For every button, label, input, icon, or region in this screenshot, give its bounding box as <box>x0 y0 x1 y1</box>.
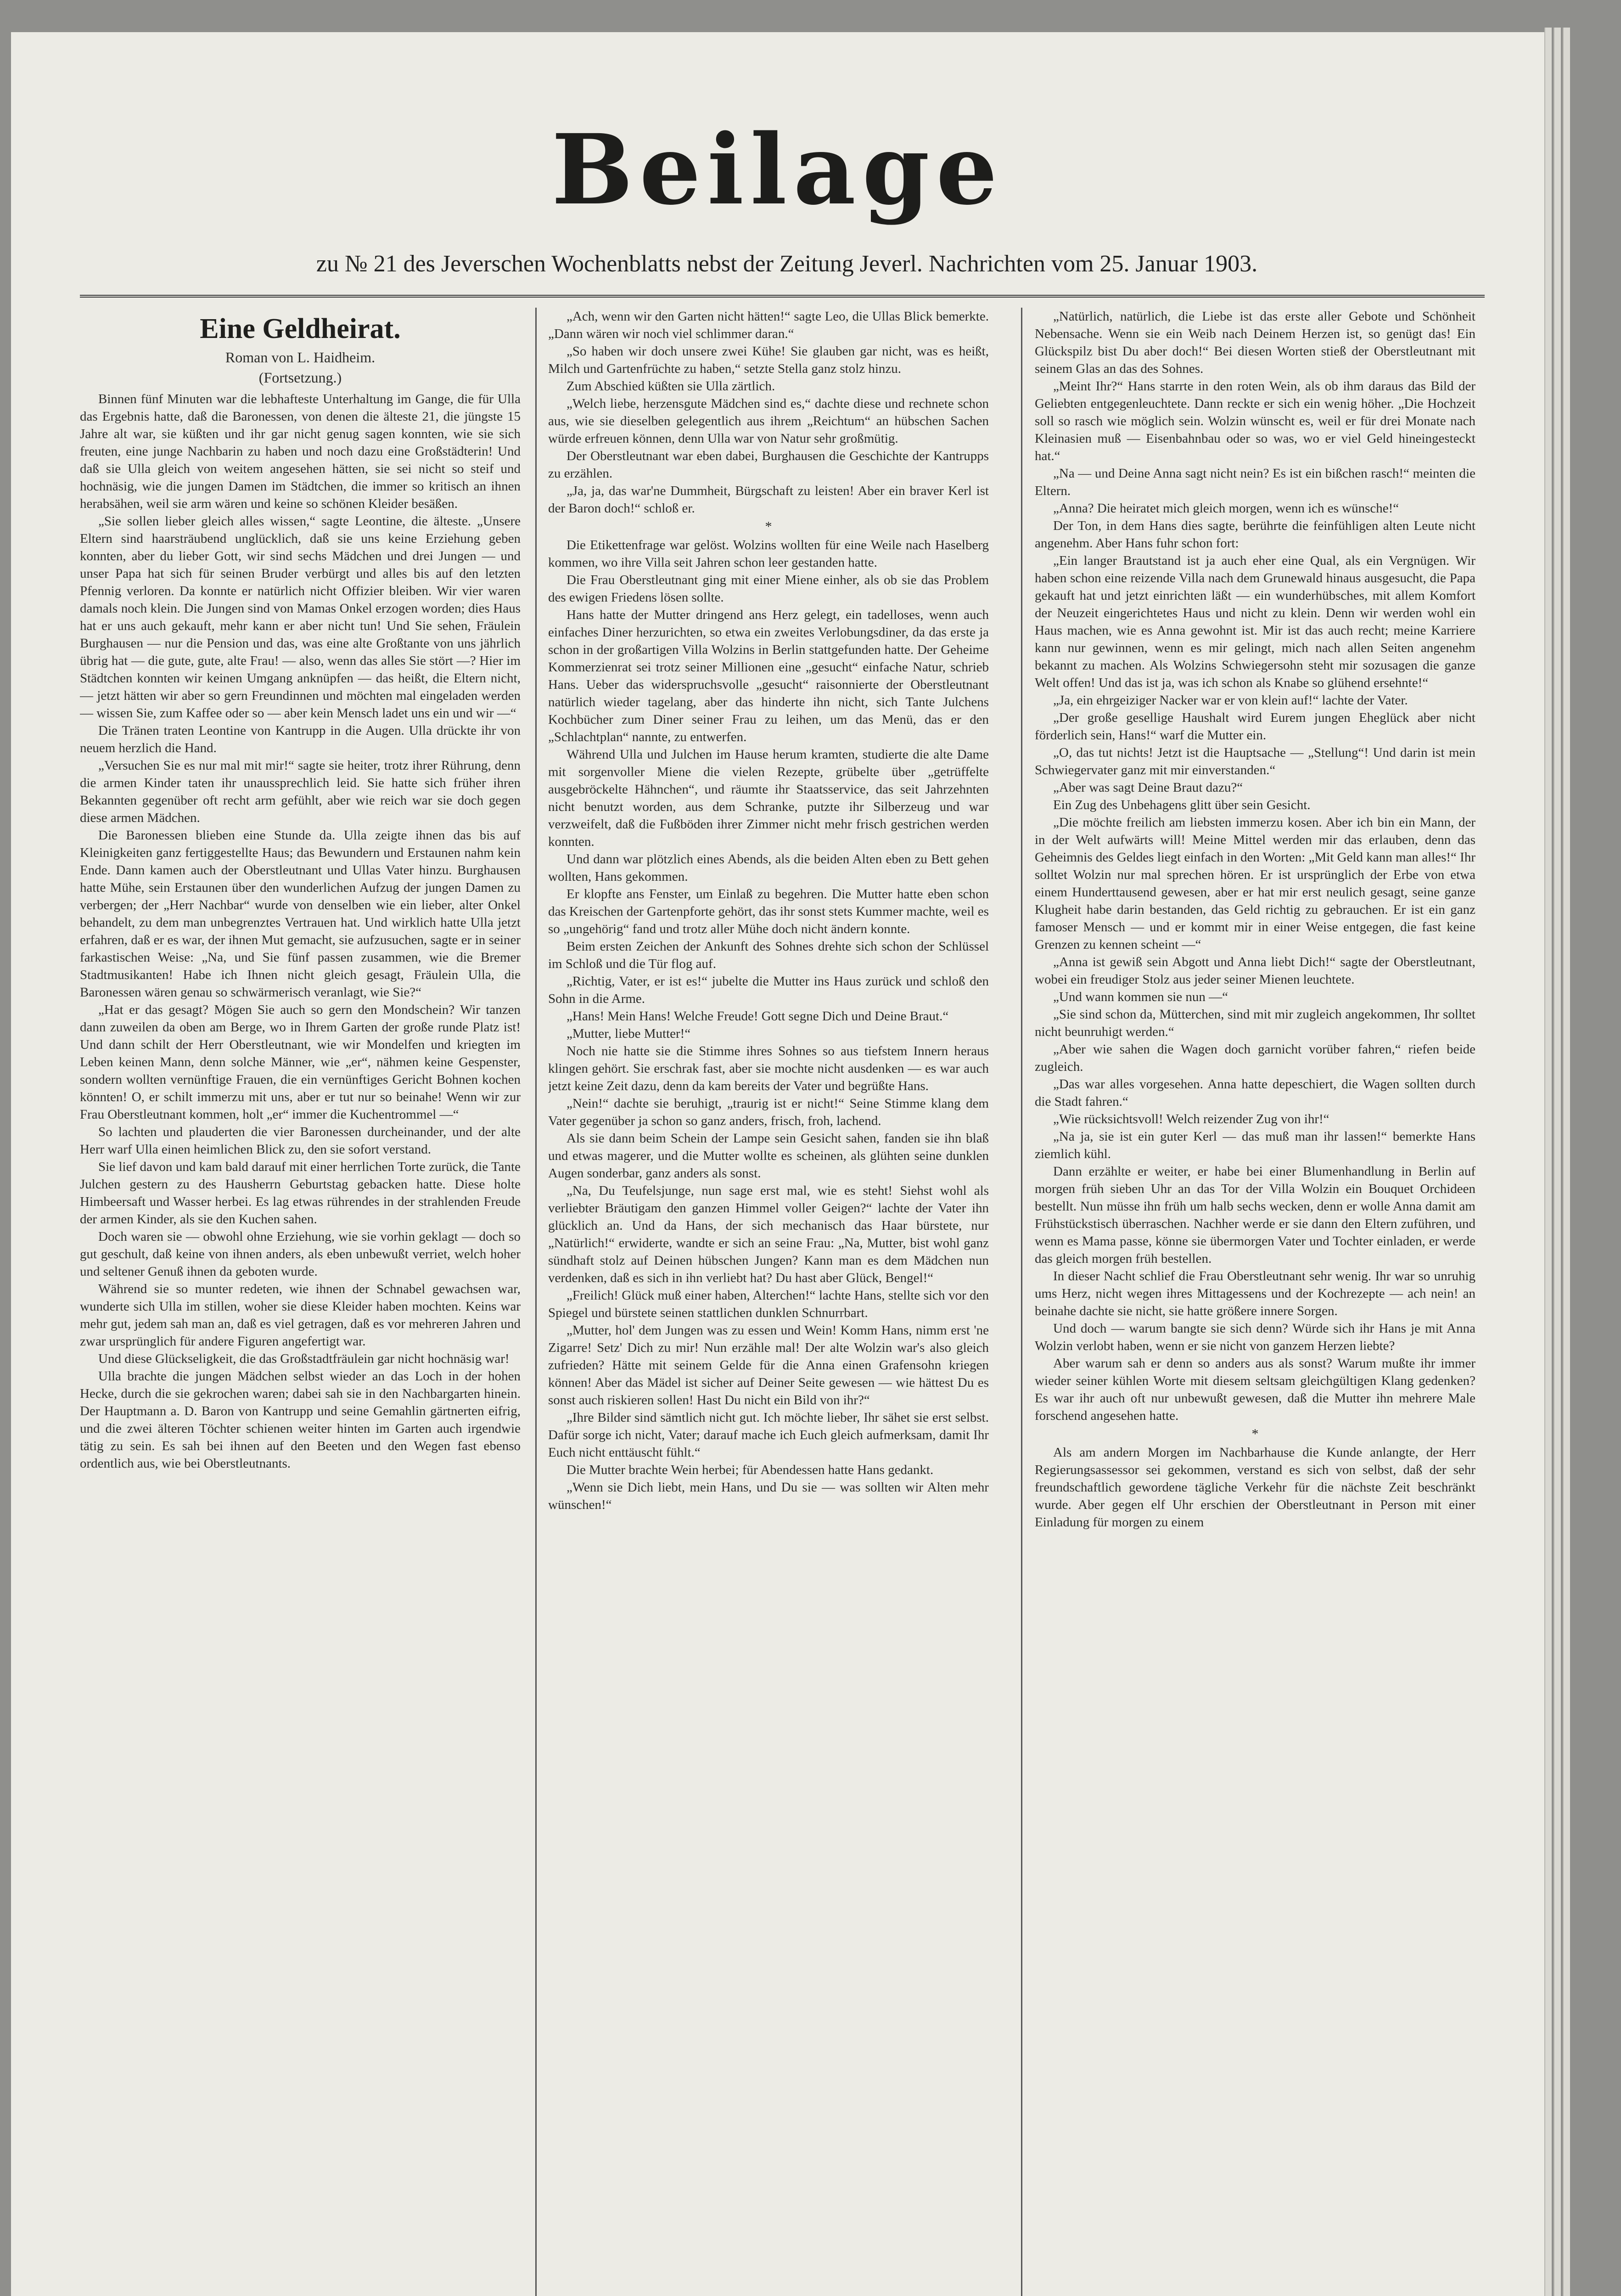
article-paragraph: „Wie rücksichtsvoll! Welch reizender Zug von ihr!“ <box>1053 1112 1329 1126</box>
article-paragraph: Der Ton, in dem Hans dies sagte, berührte die feinfühligen alten Leute nicht angenehm. Aber Hans fuhr schon fort: <box>1035 518 1475 551</box>
article-paragraph: „Hat er das gesagt? Mögen Sie auch so gern den Mondschein? Wir tanzen dann zuweilen da oben am Berge, wo in Ihrem Garten der große runde Platz ist! Und dann schilt der Herr Oberstleutnant, wie wir Mondelfen und kriegten im Leben keinen Mann, denn solche Männer, wie „er“, nähmen keine Gespenster, sondern wollten vernünftige Frauen, die ein vernünftiges Gericht Bohnen kochen könnten! O, er schilt immerzu mit uns, aber er tut nur so beinahe! Wenn wir zur Frau Oberstleutnant kommen, holt „er“ immer die Kuchentrommel —“ <box>80 1002 521 1122</box>
article-paragraph: „Wenn sie Dich liebt, mein Hans, und Du sie — was sollten wir Alten mehr wünschen!“ <box>548 1480 989 1512</box>
article-paragraph: Die Mutter brachte Wein herbei; für Abendessen hatte Hans gedankt. <box>567 1463 934 1477</box>
article-paragraph: „Nein!“ dachte sie beruhigt, „traurig ist er nicht!“ Seine Stimme klang dem Vater gegenüber ja schon so ganz anders, frisch, froh, lachend. <box>548 1096 989 1128</box>
article-paragraph: Hans hatte der Mutter dringend ans Herz gelegt, ein tadelloses, wenn auch einfaches Diner herzurichten, so etwa ein zweites Verlobungsdiner, da das erste ja schon in der großartigen Villa Wolzins in Berlin stattgefunden hatte. Der Geheime Kommerzienrat sei trotz seiner Millionen eine „gesucht“ einfache Natur, schrieb Hans. Ueber das widerspruchsvolle „gesucht“ raisonnierte der Oberstleutnant natürlich wieder tagelang, aber das hinderte ihn nicht, sich Tante Julchens Kochbücher zum Diner seiner Frau zu leihen, um das Menü, das er den „Schlachtplan“ nannte, zu entwerfen. <box>548 608 989 744</box>
article-paragraph: Aber warum sah er denn so anders aus als sonst? Warum mußte ihr immer wieder seiner kühlen Worte mit diesem seltsam gleichgültigen Klang gedenken? Es war ihr auch oft nur unbewußt gewesen, daß die Mutter ihn mehrere Male forschend angesehen hatte. <box>1035 1356 1475 1423</box>
masthead-title: Beilage <box>551 113 1004 226</box>
article-paragraph: „Und wann kommen sie nun —“ <box>1053 990 1228 1004</box>
header-rule <box>80 295 1485 298</box>
column-3 <box>1035 308 1475 2296</box>
article-paragraph: „Meint Ihr?“ Hans starrte in den roten Wein, als ob ihm daraus das Bild der Geliebten entgegenleuchtete. Dann reckte er sich ein wenig höher. „Die Hochzeit soll so rasch wie möglich sein. Wolzin wünscht es, weil er für drei Monate nach Kleinasien muß — Eisenbahnbau oder so was, wo er viel Geld hineingesteckt hat.“ <box>1035 379 1475 463</box>
article-paragraph: „Freilich! Glück muß einer haben, Alterchen!“ lachte Hans, stellte sich vor den Spiegel und bürstete seinen stattlichen dunklen Schnurrbart. <box>548 1288 989 1320</box>
column-1-body <box>80 390 521 1472</box>
article-paragraph: Ulla brachte die jungen Mädchen selbst wieder an das Loch in der hohen Hecke, durch die sie gekrochen waren; dabei sah sie in den Nachbargarten hinein. Der Hauptmann a. D. Baron von Kantrupp und seine Gemahlin gärtnerten eifrig, und die zwei älteren Töchter schienen weiter hinten im Garten auch irgendwie tätig zu sein. Es sah bei ihnen auf den Beeten und den Wegen fast ebenso ordentlich aus, wie bei Oberstleutnants. <box>80 1369 521 1471</box>
article-paragraph: „Richtig, Vater, er ist es!“ jubelte die Mutter ins Haus zurück und schloß den Sohn in die Arme. <box>548 974 989 1006</box>
article-continuation: (Fortsetzung.) <box>258 369 342 386</box>
article-paragraph: Dann erzählte er weiter, er habe bei einer Blumenhandlung in Berlin auf morgen früh sieben Uhr an das Tor der Villa Wolzin ein Bouquet Orchideen bestellt. Nun müsse ihn früh um halb sechs wecken, denn er wolle Anna damit am Frühstückstisch überraschen. Nachher werde er sie dann den Eltern zuführen, und wenn es Mama passe, könne sie übermorgen Vater und Tochter einladen, er werde das gleich morgen früh bestellen. <box>1035 1164 1475 1266</box>
column-2 <box>548 308 989 2296</box>
column-divider <box>1021 308 1022 2296</box>
article-paragraph: Die Baronessen blieben eine Stunde da. Ulla zeigte ihnen das bis auf Kleinigkeiten ganz fertiggestellte Haus; das Bewundern und Erstaunen nahm kein Ende. Dann kamen auch der Oberstleutnant und Ullas Vater hinzu. Burghausen hatte Mühe, sein Erstaunen über den wunderlichen Aufzug der jungen Damen zu verbergen; der „Herr Nachbar“ wurde von denselben wie ein lieber, alter Onkel behandelt, zu dem man unbegrenztes Vertrauen hat. Und wirklich hatte Ulla jetzt erfahren, daß er es war, der ihnen Mut gemacht, sie aufzusuchen, sagte er in seiner farkastischen Weise: „Na, und Sie fünf passen zusammen, wie die Bremer Stadtmusikanten! Habe ich Ihnen nicht gleich gesagt, Fräulein Ulla, die Baronessen wären genau so schwärmerisch veranlagt, wie Sie?“ <box>80 828 521 1000</box>
article-paragraph: „Anna? Die heiratet mich gleich morgen, wenn ich es wünsche!“ <box>1053 501 1399 516</box>
page-edge <box>1554 28 1561 2296</box>
article-paragraph: „Versuchen Sie es nur mal mit mir!“ sagte sie heiter, trotz ihrer Rührung, denn die armen Kinder taten ihr unaussprechlich leid. Sie hatte sich früher ihren Bekannten gegenüber oft recht arm gefühlt, aber wie reich war sie doch gegen diese armen Mädchen. <box>80 758 521 825</box>
article-paragraph: Und dann war plötzlich eines Abends, als die beiden Alten eben zu Bett gehen wollten, Hans gekommen. <box>548 852 989 884</box>
article-paragraph: „So haben wir doch unsere zwei Kühe! Sie glauben gar nicht, was es heißt, Milch und Gartenfrüchte zu haben,“ setzte Stella ganz stolz hinzu. <box>548 344 989 376</box>
article-paragraph: Der Oberstleutnant war eben dabei, Burghausen die Geschichte der Kantrupps zu erzählen. <box>548 449 989 481</box>
article-paragraph: Und doch — warum bangte sie sich denn? Würde sich ihr Hans je mit Anna Wolzin verlobt haben, wenn er sie nicht von ganzem Herzen liebte? <box>1035 1321 1475 1353</box>
article-paragraph: Sie lief davon und kam bald darauf mit einer herrlichen Torte zurück, die Tante Julchen gestern zu des Hausherrn Geburtstag gebacken hatte. Diese holte Himbeersaft und Wasser herbei. Es lag etwas rührendes in der strahlenden Freude der armen Kinder, als sie den Kuchen sahen. <box>80 1159 521 1227</box>
issue-subline: zu № 21 des Jeverschen Wochenblatts nebst der Zeitung Jeverl. Nachrichten vom 25. Januar 1903. <box>316 251 1258 277</box>
article-paragraph: „Aber wie sahen die Wagen doch garnicht vorüber fahren,“ riefen beide zugleich. <box>1035 1042 1475 1074</box>
article-paragraph: „Das war alles vorgesehen. Anna hatte depeschiert, die Wagen sollten durch die Stadt fahren.“ <box>1035 1077 1475 1109</box>
article-paragraph: Als am andern Morgen im Nachbarhause die Kunde anlangte, der Herr Regierungsassessor sei gekommen, verstand es sich von selbst, daß der sehr freundschaftlich gewordene tägliche Verkehr für die nächste Zeit beschränkt wurde. Aber gegen elf Uhr erschien der Oberstleutnant in Person mit einer Einladung für morgen zu einem <box>1035 1445 1475 1530</box>
column-2-body <box>548 308 989 1514</box>
article-paragraph: Zum Abschied küßten sie Ulla zärtlich. <box>567 379 775 394</box>
article-paragraph: Doch waren sie — obwohl ohne Erziehung, wie sie vorhin geklagt — doch so gut geschult, daß keine von ihnen anders, als eben unbewußt verriet, welch hoher und seltener Genuß ihnen da geboten wurde. <box>80 1229 521 1279</box>
article-paragraph: Noch nie hatte sie die Stimme ihres Sohnes so aus tiefstem Innern heraus klingen gehört. Sie erschrak fast, aber sie mochte nicht ausdenken — es war auch jetzt keine Zeit dazu, denn da kam bereits der Vater und begrüßte Hans. <box>548 1044 989 1093</box>
page-edge <box>1563 28 1570 2296</box>
article-paragraph: „Sie sind schon da, Mütterchen, sind mit mir zugleich angekommen, Ihr solltet nicht beunruhigt werden.“ <box>1035 1007 1475 1039</box>
article-paragraph: „Anna ist gewiß sein Abgott und Anna liebt Dich!“ sagte der Oberstleutnant, wobei ein freudiger Stolz aus jeder seiner Mienen leuchtete. <box>1035 955 1475 987</box>
article-paragraph: Während sie so munter redeten, wie ihnen der Schnabel gewachsen war, wunderte sich Ulla im stillen, woher sie diese Kleider haben mochten. Keins war mehr gut, jedem sah man an, daß es viel getragen, daß es vor mehreren Jahren und zwar ursprünglich für andere Figuren angefertigt war. <box>80 1282 521 1349</box>
article-columns <box>80 308 1485 2296</box>
article-paragraph: „O, das tut nichts! Jetzt ist die Hauptsache — „Stellung“! Und darin ist mein Schwiegervater ganz mit mir einverstanden.“ <box>1035 745 1475 777</box>
article-paragraph: „Mutter, hol' dem Jungen was zu essen und Wein! Komm Hans, nimm erst 'ne Zigarre! Setz' Dich zu mir! Nun erzähle mal! Der alte Wolzin war's also gleich zufrieden? Hätte mit seinem Gelde für die Anna einen Grafensohn kriegen können! Aber das Mädel ist sicher auf Deiner Seite gewesen — wie hättest Du es sonst auch riskieren sollen! Hast Du nicht ein Bild von ihr?“ <box>548 1323 989 1407</box>
article-paragraph: Beim ersten Zeichen der Ankunft des Sohnes drehte sich schon der Schlüssel im Schloß und die Tür flog auf. <box>548 939 989 971</box>
article-paragraph: Die Frau Oberstleutnant ging mit einer Miene einher, als ob sie das Problem des ewigen Friedens lösen sollte. <box>548 573 989 605</box>
section-separator: * <box>765 519 772 534</box>
column-1 <box>80 308 521 2296</box>
article-paragraph: Die Tränen traten Leontine von Kantrupp in die Augen. Ulla drückte ihr von neuem herzlich die Hand. <box>80 723 521 755</box>
article-paragraph: „Mutter, liebe Mutter!“ <box>567 1026 691 1041</box>
article-paragraph: „Sie sollen lieber gleich alles wissen,“ sagte Leontine, die älteste. „Unsere Eltern sind haarsträubend unglücklich, daß sie uns keine Erziehung geben konnten, aber du lieber Gott, wir sind sechs Mädchen und drei Jungen — und unser Papa hat sich für seinen Bruder verbürgt und alles bis auf den letzten Pfennig verloren. Da konnte er natürlich nicht Offizier bleiben. Wir vier waren damals noch klein. Die Jungen sind von Mamas Onkel erzogen worden; dies Haus hat er uns auch gekauft, mehr kann er aber nicht tun! Und Sie sehen, Fräulein Burghausen — nur die Pension und das, was eine alte Großtante von uns jährlich übrig hat — die gute, gute, alte Frau! — also, wenn das alles Sie stört —? Hier im Städtchen konnten wir keinen Umgang anknüpfen — das heißt, die Eltern nicht, — jetzt hätten wir aber so gern Freundinnen und möchten mal eingeladen werden — wissen Sie, zum Kaffee oder so — aber kein Mensch ladet uns ein und wir —“ <box>80 514 521 720</box>
page-edge <box>1544 28 1552 2296</box>
article-paragraph: Die Etikettenfrage war gelöst. Wolzins wollten für eine Weile nach Haselberg kommen, wo ihre Villa seit Jahren schon leer gestanden hatte. <box>548 538 989 570</box>
article-paragraph: „Na ja, sie ist ein guter Kerl — das muß man ihr lassen!“ bemerkte Hans ziemlich kühl. <box>1035 1129 1475 1161</box>
newspaper-page <box>11 32 1544 2296</box>
article-paragraph: „Ja, ja, das war'ne Dummheit, Bürgschaft zu leisten! Aber ein braver Kerl ist der Baron doch!“ schloß er. <box>548 484 989 516</box>
article-paragraph: Als sie dann beim Schein der Lampe sein Gesicht sahen, fanden sie ihn blaß und etwas magerer, und die Mutter wollte es scheinen, als glühten seine dunklen Augen sonderbar, ganz anders als sonst. <box>548 1131 989 1181</box>
article-paragraph: „Hans! Mein Hans! Welche Freude! Gott segne Dich und Deine Braut.“ <box>567 1009 949 1024</box>
article-paragraph: „Ein langer Brautstand ist ja auch eher eine Qual, als ein Vergnügen. Wir haben schon eine reizende Villa nach dem Grunewald hinaus ausgesucht, die Papa gekauft hat und jetzt einrichten läßt — ein wunderhübsches, mit allem Komfort der Neuzeit eingerichtetes Haus und nicht zu klein. Denn wir werden wohl ein Haus machen, wie es Anna gewohnt ist. Mir ist das auch recht; meine Karriere kann nur gewinnen, wenn es mir gelingt, mich nach allen Seiten angenehm bekannt zu machen. Als Wolzins Schwiegersohn steht mir sozusagen die ganze Welt offen! Und das ist ja, was ich schon als Knabe so glühend ersehnte!“ <box>1035 553 1475 690</box>
article-paragraph: Ein Zug des Unbehagens glitt über sein Gesicht. <box>1053 798 1311 812</box>
article-paragraph: „Die möchte freilich am liebsten immerzu kosen. Aber ich bin ein Mann, der in der Welt aufwärts will! Meine Mittel werden mir das erlauben, denn das Geheimnis des Geldes liegt einfach in den Worten: „Mit Geld kann man alles!“ Ihr solltet Wolzin nur mal sprechen hören. Er ist ursprünglich der Erbe von etwa einem Hunderttausend gewesen, aber er hat mir erst neulich gesagt, seine ganze Klugheit habe darin bestanden, das Geld richtig zu gebrauchen. Er ist ein ganz famoser Mensch — und er kommt mir in einer Weise entgegen, die fast keine Grenzen zu kennen scheint —“ <box>1035 815 1475 952</box>
article-paragraph: Binnen fünf Minuten war die lebhafteste Unterhaltung im Gange, die für Ulla das Ergebnis hatte, daß die Baronessen, von denen die älteste 21, die jüngste 15 Jahre alt war, sie küßten und ihr gar nicht genug sagen konnten, wie sie sich freuten, eine junge Nachbarin zu haben und noch dazu eine Großstädterin! Und daß sie Ulla gleich von weitem angesehen hätten, sie sei nicht so steif und hochnäsig, wie die jungen Damen im Städtchen, die immer so kritisch an ihnen herabsähen, weil sie arm wären und keine so schönen Kleider besäßen. <box>80 392 521 511</box>
article-paragraph: Während Ulla und Julchen im Hause herum kramten, studierte die alte Dame mit sorgenvoller Miene die vielen Rezepte, grübelte über „getrüffelte ausgebröckelte Hähnchen“, und räumte ihr Staatsservice, das seit Jahrzehnten nicht benutzt worden, aus dem Schranke, putzte ihr Silberzeug und war verzweifelt, daß die Fußböden ihrer Zimmer nicht mehr frisch gestrichen werden konnten. <box>548 747 989 849</box>
article-paragraph: „Ja, ein ehrgeiziger Nacker war er von klein auf!“ lachte der Vater. <box>1053 693 1408 708</box>
article-paragraph: „Aber was sagt Deine Braut dazu?“ <box>1053 780 1243 795</box>
section-separator: * <box>1251 1426 1259 1441</box>
article-paragraph: In dieser Nacht schlief die Frau Oberstleutnant sehr wenig. Ihr war so unruhig ums Herz, nicht wegen ihres Mittagessens und der Kochrezepte — ach nein! an beinahe dachte sie nicht, sie hatte größere innere Sorgen. <box>1035 1269 1475 1318</box>
article-paragraph: „Der große gesellige Haushalt wird Eurem jungen Eheglück aber nicht förderlich sein, Hans!“ warf die Mutter ein. <box>1035 710 1475 743</box>
article-paragraph: „Ach, wenn wir den Garten nicht hätten!“ sagte Leo, die Ullas Blick bemerkte. „Dann wären wir noch viel schlimmer daran.“ <box>548 309 989 341</box>
article-paragraph: „Natürlich, natürlich, die Liebe ist das erste aller Gebote und Schönheit Nebensache. Wenn sie ein Weib nach Deinem Herzen ist, so genügt das! Ein Glückspilz bist Du aber doch!“ Bei diesen Worten stieß der Oberstleutnant mit seinem Glas an das des Sohnes. <box>1035 309 1475 376</box>
article-byline: Roman von L. Haidheim. <box>225 349 376 366</box>
column-3-body <box>1035 308 1475 1531</box>
article-paragraph: So lachten und plauderten die vier Baronessen durcheinander, und der alte Herr warf Ulla einen heimlichen Blick zu, den sie sofort verstand. <box>80 1125 521 1157</box>
article-paragraph: „Na — und Deine Anna sagt nicht nein? Es ist ein bißchen rasch!“ meinten die Eltern. <box>1035 466 1475 498</box>
article-paragraph: „Na, Du Teufelsjunge, nun sage erst mal, wie es steht! Siehst wohl als verliebter Bräutigam den ganzen Himmel voller Geigen?“ lachte der Vater ihn glücklich an. Und da Hans, der sich mechanisch das Haar bürstete, nur „Natürlich!“ erwiderte, wandte er sich an seine Frau: „Na, Mutter, bist wohl ganz sündhaft stolz auf Deinen hübschen Jungen? Kann man es dem Mädchen nun verdenken, daß es sich in ihn verliebt hat? Du hast aber Glück, Bengel!“ <box>548 1183 989 1285</box>
article-paragraph: Und diese Glückseligkeit, die das Großstadtfräulein gar nicht hochnäsig war! <box>98 1351 510 1366</box>
article-paragraph: „Welch liebe, herzensgute Mädchen sind es,“ dachte diese und rechnete schon aus, wie sie dieselben gelegentlich aus ihrem „Reichtum“ an hübschen Sachen würde erfreuen können, denn Ulla war von Natur sehr großmütig. <box>548 396 989 446</box>
article-paragraph: „Ihre Bilder sind sämtlich nicht gut. Ich möchte lieber, Ihr sähet sie erst selbst. Dafür sorge ich nicht, Vater; darauf mache ich Euch gleich aufmerksam, damit Ihr Euch nicht enttäuscht fühlt.“ <box>548 1410 989 1460</box>
article-title: Eine Geldheirat. <box>200 313 401 344</box>
column-divider <box>535 308 537 2296</box>
article-paragraph: Er klopfte ans Fenster, um Einlaß zu begehren. Die Mutter hatte eben schon das Kreischen der Gartenpforte gehört, das ihr sonst stets Kummer machte, weil es so „ungehörig“ fand und trotz aller Mühe doch nicht ändern konnte. <box>548 887 989 936</box>
